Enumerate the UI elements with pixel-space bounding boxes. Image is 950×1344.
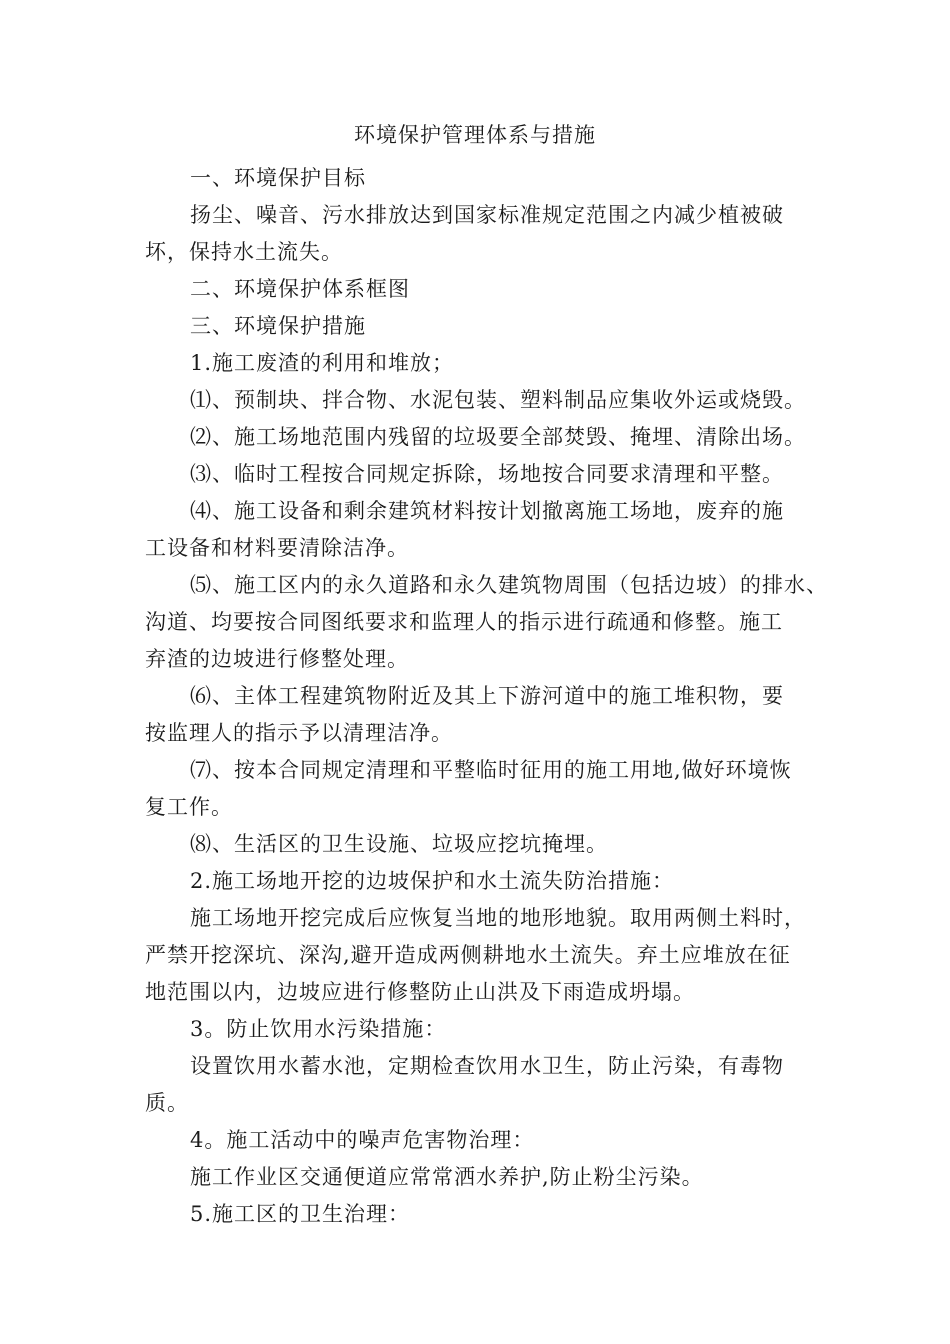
- text-line: 扬尘、噪音、污水排放达到国家标准规定范围之内减少植被破: [190, 203, 784, 227]
- document-body: [145, 160, 828, 1233]
- text-line: ⑹、主体工程建筑物附近及其上下游河道中的施工堆积物，要: [190, 684, 784, 708]
- text-line: 严禁开挖深坑、深沟,避开造成两侧耕地水土流失。弃土应堆放在征: [145, 943, 791, 967]
- text-line: 地范围以内，边坡应进行修整防止山洪及下雨造成坍塌。: [145, 980, 695, 1004]
- text-line: ⑶、临时工程按合同规定拆除，场地按合同要求清理和平整。: [190, 462, 784, 486]
- document-title: 环境保护管理体系与措施: [354, 123, 596, 147]
- text-line: 设置饮用水蓄水池，定期检查饮用水卫生，防止污染，有毒物: [190, 1054, 784, 1078]
- text-line: 1.施工废渣的利用和堆放；: [190, 351, 455, 375]
- text-line: 弃渣的边坡进行修整处理。: [145, 647, 409, 671]
- text-line: ⑷、施工设备和剩余建筑材料按计划撤离施工场地，废弃的施: [190, 499, 784, 523]
- text-line: 2.施工场地开挖的边坡保护和水土流失防治措施：: [190, 869, 675, 893]
- text-line: 按监理人的指示予以清理洁净。: [145, 721, 453, 745]
- text-line: ⑸、施工区内的永久道路和永久建筑物周围（包括边坡）的排水、: [190, 573, 828, 597]
- text-line: 4。施工活动中的噪声危害物治理：: [190, 1128, 535, 1152]
- text-line: 施工作业区交通便道应常常洒水养护,防止粉尘污染。: [190, 1165, 704, 1189]
- text-line: 3。防止饮用水污染措施：: [190, 1017, 447, 1041]
- text-line: ⑻、生活区的卫生设施、垃圾应挖坑掩埋。: [190, 832, 608, 856]
- text-line: 一、环境保护目标: [190, 166, 366, 190]
- text-line: 复工作。: [145, 795, 233, 819]
- text-line: 沟道、均要按合同图纸要求和监理人的指示进行疏通和修整。施工: [145, 610, 783, 634]
- text-line: ⑺、按本合同规定清理和平整临时征用的施工用地,做好环境恢: [190, 758, 792, 782]
- text-line: 二、环境保护体系框图: [190, 277, 410, 301]
- text-line: 5.施工区的卫生治理：: [190, 1202, 411, 1226]
- text-line: 施工场地开挖完成后应恢复当地的地形地貌。取用两侧土料时，: [190, 906, 806, 930]
- text-line: 质。: [145, 1091, 189, 1115]
- text-line: 三、环境保护措施: [190, 314, 366, 338]
- text-line: 坏，保持水土流失。: [145, 240, 343, 264]
- text-line: 工设备和材料要清除洁净。: [145, 536, 409, 560]
- text-line: ⑴、预制块、拌合物、水泥包装、塑料制品应集收外运或烧毁。: [190, 388, 806, 412]
- text-line: ⑵、施工场地范围内残留的垃圾要全部焚毁、掩埋、清除出场。: [190, 425, 806, 449]
